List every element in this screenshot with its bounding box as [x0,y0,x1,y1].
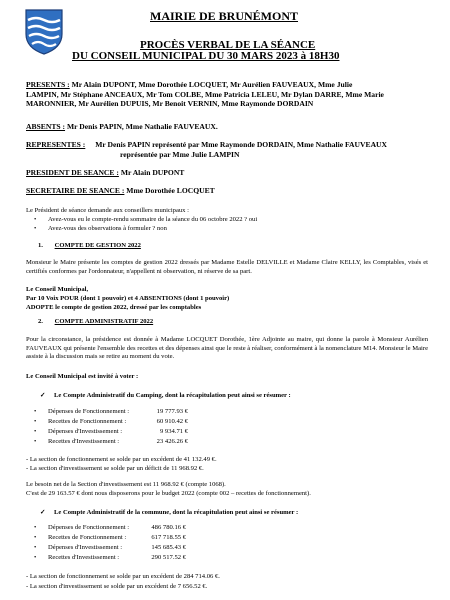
representes-block [26,140,387,149]
camping-heading: ✓ Le Compte Administratif du Camping, dont la récapitulation peut ainsi se résumer : [40,392,291,399]
president-label: PRESIDENT DE SEANCE : [26,168,119,177]
intro-text: Le Président de séance demande aux conseillers municipaux : [26,207,189,214]
checkmark-icon: ✓ [40,509,46,516]
commune-result-2: - La section d'investissement se solde par un excédent de 7 656.52 €. [26,583,208,590]
camping-result-1: - La section de fonctionnement se solde par un excédent de 41 132.49 €. [26,456,217,463]
camping-value-1: 19 777.93 € [156,408,188,415]
absents-block [26,122,218,131]
section2-invite: Le Conseil Municipal est invité à voter : [26,373,139,380]
camping-result-2: - La section d'investissement se solde par un déficit de 11 968.92 €. [26,465,204,472]
absents-text: Mr Denis PAPIN, Mme Nathalie FAUVEAUX. [66,122,218,131]
intro-question-2: • Avez-vous des observations à formuler ? non [34,225,167,232]
presents-line1: Mr Alain DUPONT, Mme Dorothée LOCQUET, Mr Aurélien FAUVEAUX, Mme Julie [71,80,353,89]
camping-value-2: 60 910.42 € [156,418,188,425]
commune-heading: ✓ Le Compte Administratif de la commune, dont la récapitulation peut ainsi se résumer : [40,509,299,516]
commune-row-3: • Dépenses d'Investissement : [34,544,123,551]
commune-row-4: • Recettes d'Investissement : [34,554,120,561]
camping-row-4: • Recettes d'Investissement : [34,438,120,445]
section1-paragraph: Monsieur le Maire présente les comptes de gestion 2022 dressés par Madame Estelle DELVILLE et Madame Claire KELLY, les Comptables, visés et certifiés conformes par l'ordonnateur, n'appellent ni observation, ni réserve de sa part. [26,259,428,275]
intro-question-1: • Avez-vous eu le compte-rendu sommaire de la séance du 06 octobre 2022 ? oui [34,216,258,223]
commune-value-1: 486 780.16 € [151,524,186,531]
secretaire-label: SECRETAIRE DE SEANCE : [26,186,125,195]
checkmark-icon: ✓ [40,392,46,399]
secretaire-text: Mme Dorothée LOCQUET [126,186,215,195]
camping-besoin-2: C'est de 29 163.57 € dont nous disposerons pour le budget 2022 (compte 002 – recettes de fonctionnement). [26,490,311,497]
camping-besoin-1: Le besoin net de la Section d'investissement est 11 968.92 € (compte 1068). [26,481,226,488]
camping-row-2: • Recettes de Fonctionnement : [34,418,127,425]
commune-value-3: 145 685.43 € [151,544,186,551]
section2-paragraph: Pour la circonstance, la présidence est donnée à Madame LOCQUET Dorothée, 1ère Adjointe au maire, qui donne la parole à Monsieur Aurélien FAUVEAUX qui présente l'ensemble des recettes et des dépenses ainsi que le reste à réaliser, conformément à la nomenclature M14. Monsieur le Maire assiste à la discussion mais se retire au moment du vote. [26,336,428,361]
commune-result-1: - La section de fonctionnement se solde par un excédent de 284 714.06 €. [26,573,220,580]
representes-line2: représentée par Mme Julie LAMPIN [120,150,240,159]
commune-row-1: • Dépenses de Fonctionnement : [34,524,130,531]
president-block [26,168,184,177]
coat-of-arms-icon [24,8,64,56]
commune-value-2: 617 718.55 € [151,534,186,541]
camping-value-4: 23 426.26 € [156,438,188,445]
camping-row-3: • Dépenses d'Investissement : [34,428,123,435]
presents-line3: MARONNIER, Mr Aurélien DUPUIS, Mr Benoit VERNIN, Mme Raymonde DORDAIN [26,99,314,109]
section1-vote-line3: ADOPTE le compte de gestion 2022, dressé par les comptables [26,304,202,311]
mairie-title: MAIRIE DE BRUNÉMONT [150,9,299,23]
presents-line2: LAMPIN, Mr Stéphane ANCEAUX, Mr Tom COLBE, Mme Patricia LELEU, Mr Dylan DARRE, Mme Marie [26,89,384,99]
pv-title-line1: PROCÈS VERBAL DE LA SÉANCE [140,39,316,51]
absents-label: ABSENTS : [26,122,66,131]
secretaire-block [26,186,215,195]
section1-vote-line1: Le Conseil Municipal, [26,286,89,293]
camping-value-3: 9 934.71 € [159,428,188,435]
representes-label: REPRESENTES : [26,140,86,149]
presents-block [26,80,428,109]
camping-row-1: • Dépenses de Fonctionnement : [34,408,130,415]
commune-value-4: 290 517.52 € [151,554,186,561]
commune-row-2: • Recettes de Fonctionnement : [34,534,127,541]
section1-vote-line2: Par 10 Voix POUR (dont 1 pouvoir) et 4 ABSENTIONS (dont 1 pouvoir) [26,295,230,302]
representes-line1: Mr Denis PAPIN représenté par Mme Raymonde DORDAIN, Mme Nathalie FAUVEAUX [95,140,388,149]
presents-label: PRESENTS : [26,80,70,89]
pv-title-line2: DU CONSEIL MUNICIPAL DU 30 MARS 2023 à 18H30 [72,50,340,62]
section2-heading: 2. COMPTE ADMINISTRATIF 2022 [38,318,154,325]
section1-heading: 1. COMPTE DE GESTION 2022 [38,242,141,249]
president-text: Mr Alain DUPONT [120,168,185,177]
